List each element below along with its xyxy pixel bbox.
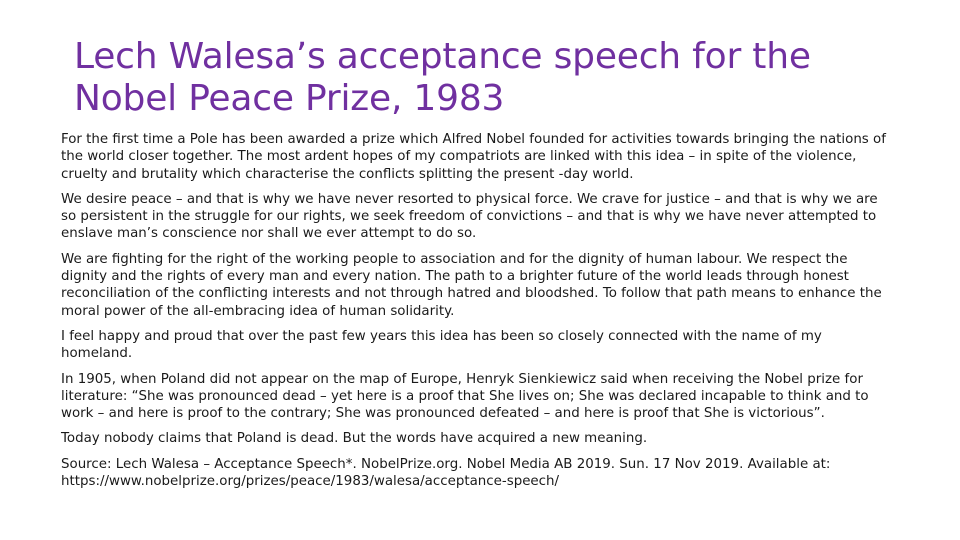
slide-title-line-2: Nobel Peace Prize, 1983	[74, 78, 505, 119]
source-citation: Source: Lech Walesa – Acceptance Speech*. NobelPrize.org. Nobel Media AB 2019. Sun. 17 Nov 2019. Available at: https://www.nobelprize.org/prizes/peace/1983/walesa/acceptance-speech/	[61, 456, 831, 490]
slide-body	[61, 131, 893, 498]
speech-paragraph-4: I feel happy and proud that over the past few years this idea has been so closely connected with the name of my homeland.	[61, 328, 822, 362]
speech-paragraph-6: Today nobody claims that Poland is dead. But the words have acquired a new meaning.	[61, 431, 648, 447]
speech-paragraph-3: We are fighting for the right of the working people to association and for the dignity of human labour. We respect the dignity and the rights of every man and every nation. The path to a brighter future of the world leads through honest reconciliation of the conflicting interests and not through hatred and bloodshed. To follow that path means to enhance the moral power of the all-embracing idea of human solidarity.	[61, 251, 882, 319]
speech-paragraph-1: For the first time a Pole has been awarded a prize which Alfred Nobel founded for activities towards bringing the nations of the world closer together. The most ardent hopes of my compatriots are linked with this idea – in spite of the violence, cruelty and brutality which characterise the conflicts splitting the present -day world.	[61, 132, 886, 182]
slide-title	[74, 36, 934, 120]
speech-paragraph-2: We desire peace – and that is why we have never resorted to physical force. We crave for justice – and that is why we are so persistent in the struggle for our rights, we seek freedom of convictions – and that is why we have never attempted to enslave man’s conscience nor shall we ever attempt to do so.	[61, 191, 878, 242]
slide-title-line-1: Lech Walesa’s acceptance speech for the	[74, 36, 811, 77]
speech-paragraph-5: In 1905, when Poland did not appear on the map of Europe, Henryk Sienkiewicz said when receiving the Nobel prize for literature: “She was pronounced dead – yet here is a proof that She lives on; She was declared incapable to think and to work – and here is proof to the contrary; She was pronounced defeated – and here is proof that She is victorious”.	[61, 371, 869, 422]
